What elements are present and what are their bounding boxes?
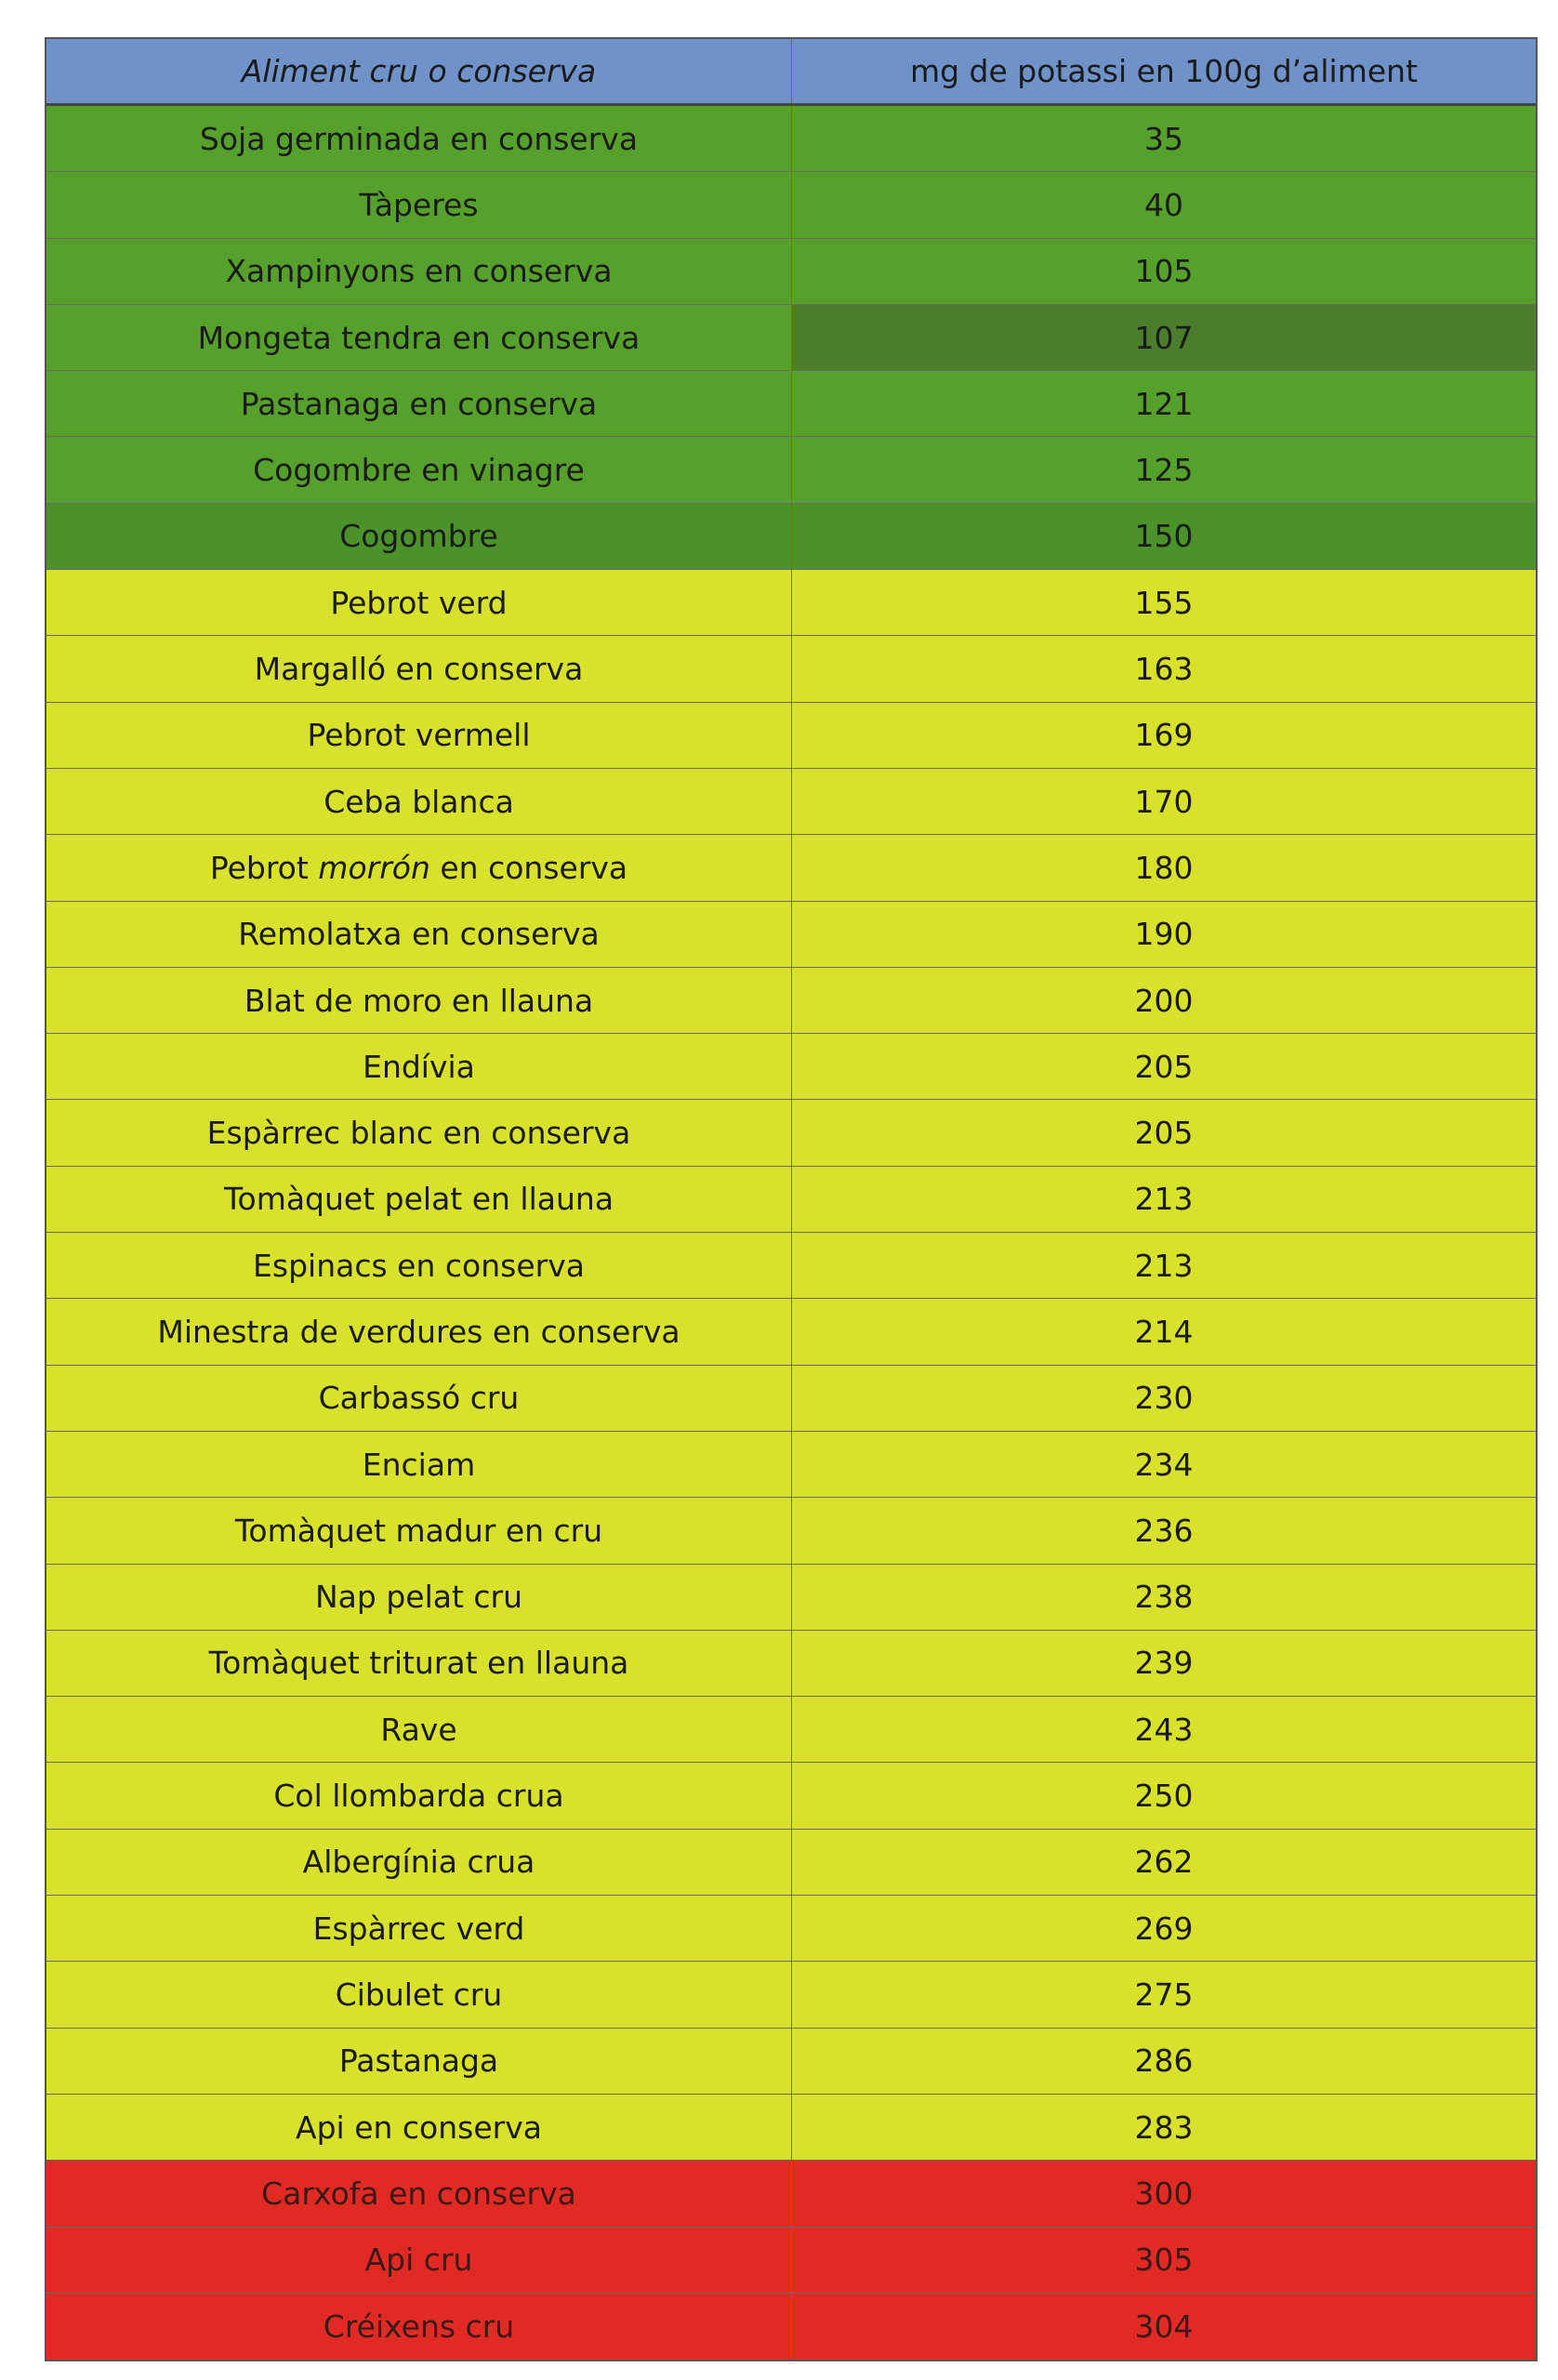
table-row	[46, 769, 1536, 835]
table-row	[46, 1299, 1536, 1365]
table-row	[46, 902, 1536, 968]
potassium-value-cell: 155	[1134, 584, 1194, 621]
table-row	[46, 1565, 1536, 1631]
food-name-cell: Tàperes	[46, 172, 792, 237]
table-row	[46, 1830, 1536, 1896]
food-name-cell: Col llombarda crua	[46, 1763, 792, 1828]
food-name-cell	[46, 835, 792, 900]
potassium-value-cell: 243	[1134, 1711, 1194, 1748]
potassium-value-cell: 236	[1134, 1512, 1194, 1549]
food-name-cell: Blat de moro en llauna	[46, 968, 792, 1033]
table-row	[46, 636, 1536, 702]
table-row	[46, 835, 1536, 901]
potassium-value-cell: 286	[1134, 2043, 1194, 2080]
potassium-value-cell: 262	[1134, 1844, 1194, 1881]
food-name-cell: Ceba blanca	[46, 769, 792, 834]
column-header-food: Aliment cru o conserva	[46, 39, 792, 103]
food-name-cell: Carxofa en conserva	[46, 2161, 792, 2226]
potassium-value-cell: 105	[1134, 253, 1194, 290]
food-name-cell: Api en conserva	[46, 2095, 792, 2160]
food-name-part: morrón	[318, 849, 430, 886]
potassium-value-cell: 275	[1134, 1976, 1194, 2013]
potassium-value-cell: 180	[1134, 849, 1194, 886]
table-row	[46, 2161, 1536, 2227]
table-row	[46, 570, 1536, 636]
food-name-cell: Rave	[46, 1697, 792, 1762]
table-row	[46, 504, 1536, 570]
food-name-cell: Api cru	[46, 2228, 792, 2293]
table-row	[46, 106, 1536, 172]
table-header-row	[46, 39, 1536, 106]
table-row	[46, 2294, 1536, 2360]
food-name-cell: Remolatxa en conserva	[46, 902, 792, 967]
table-row	[46, 1100, 1536, 1166]
potassium-value-cell: 35	[1144, 120, 1183, 157]
food-name-cell: Pebrot vermell	[46, 703, 792, 768]
table-row	[46, 2095, 1536, 2161]
food-name-cell: Nap pelat cru	[46, 1565, 792, 1630]
food-name-cell: Pastanaga	[46, 2029, 792, 2094]
food-name-cell: Cogombre en vinagre	[46, 437, 792, 502]
food-name-part: Pebrot	[209, 849, 319, 886]
food-name-part: en conserva	[429, 849, 628, 886]
table-row	[46, 1962, 1536, 2028]
food-name-cell: Tomàquet triturat en llauna	[46, 1631, 792, 1696]
food-name-cell: Mongeta tendra en conserva	[46, 305, 792, 370]
potassium-value-cell: 205	[1134, 1048, 1194, 1085]
table-row	[46, 437, 1536, 503]
potassium-value-cell: 121	[1134, 385, 1194, 422]
table-row	[46, 1233, 1536, 1299]
food-name-cell: Soja germinada en conserva	[46, 106, 792, 171]
food-name-cell: Enciam	[46, 1432, 792, 1497]
potassium-value-cell: 269	[1134, 1910, 1194, 1947]
potassium-value-cell: 300	[1134, 2175, 1194, 2212]
potassium-value-cell: 205	[1134, 1115, 1194, 1152]
food-name-cell: Pebrot verd	[46, 570, 792, 635]
potassium-table	[45, 37, 1538, 2361]
potassium-value-cell: 305	[1134, 2241, 1194, 2279]
potassium-value-cell: 239	[1134, 1645, 1194, 1682]
food-name-cell: Tomàquet madur en cru	[46, 1498, 792, 1563]
food-name-cell: Cibulet cru	[46, 1962, 792, 2027]
food-name-cell: Tomàquet pelat en llauna	[46, 1167, 792, 1232]
table-row	[46, 172, 1536, 238]
potassium-value-cell: 40	[1144, 186, 1183, 223]
table-row	[46, 1034, 1536, 1100]
potassium-value-cell: 163	[1134, 651, 1194, 688]
potassium-value-cell: 170	[1134, 783, 1194, 820]
potassium-value-cell: 213	[1134, 1181, 1194, 1218]
table-row	[46, 1763, 1536, 1829]
potassium-value-cell: 283	[1134, 2109, 1194, 2146]
table-row	[46, 305, 1536, 371]
potassium-value-cell: 190	[1134, 916, 1194, 953]
potassium-value-cell: 230	[1134, 1380, 1194, 1417]
food-name-cell: Pastanaga en conserva	[46, 371, 792, 436]
potassium-value-cell: 200	[1134, 982, 1194, 1019]
potassium-value-cell: 250	[1134, 1778, 1194, 1815]
food-name-cell: Espàrrec blanc en conserva	[46, 1100, 792, 1165]
potassium-value-cell: 234	[1134, 1446, 1194, 1483]
potassium-value-cell: 169	[1134, 717, 1194, 754]
food-name-cell: Cogombre	[46, 504, 792, 569]
potassium-value-cell: 304	[1134, 2307, 1194, 2345]
potassium-value-cell: 125	[1134, 452, 1194, 489]
food-name-cell: Endívia	[46, 1034, 792, 1099]
food-name-cell: Créixens cru	[46, 2294, 792, 2360]
potassium-value-cell: 238	[1134, 1579, 1194, 1616]
potassium-value-cell: 214	[1134, 1313, 1194, 1350]
table-body	[46, 106, 1536, 2360]
food-name-cell: Albergínia crua	[46, 1830, 792, 1895]
table-row	[46, 1498, 1536, 1564]
table-row	[46, 2029, 1536, 2095]
food-name-cell: Margalló en conserva	[46, 636, 792, 701]
table-row	[46, 1896, 1536, 1962]
food-name-cell: Minestra de verdures en conserva	[46, 1299, 792, 1364]
table-row	[46, 1432, 1536, 1498]
column-header-potassium: mg de potassi en 100g d’aliment	[909, 53, 1419, 89]
table-row	[46, 1697, 1536, 1763]
food-name-cell: Espàrrec verd	[46, 1896, 792, 1961]
table-row	[46, 1631, 1536, 1697]
table-row	[46, 1366, 1536, 1432]
food-name-cell: Xampinyons en conserva	[46, 239, 792, 304]
potassium-value-cell: 150	[1134, 518, 1194, 555]
table-row	[46, 968, 1536, 1034]
table-row	[46, 371, 1536, 437]
food-name-cell: Carbassó cru	[46, 1366, 792, 1431]
table-row	[46, 2228, 1536, 2294]
table-row	[46, 239, 1536, 305]
potassium-value-cell: 213	[1134, 1247, 1194, 1284]
potassium-value-cell: 107	[792, 305, 1536, 370]
table-row	[46, 1167, 1536, 1233]
food-name-cell: Espinacs en conserva	[46, 1233, 792, 1298]
table-row	[46, 703, 1536, 769]
